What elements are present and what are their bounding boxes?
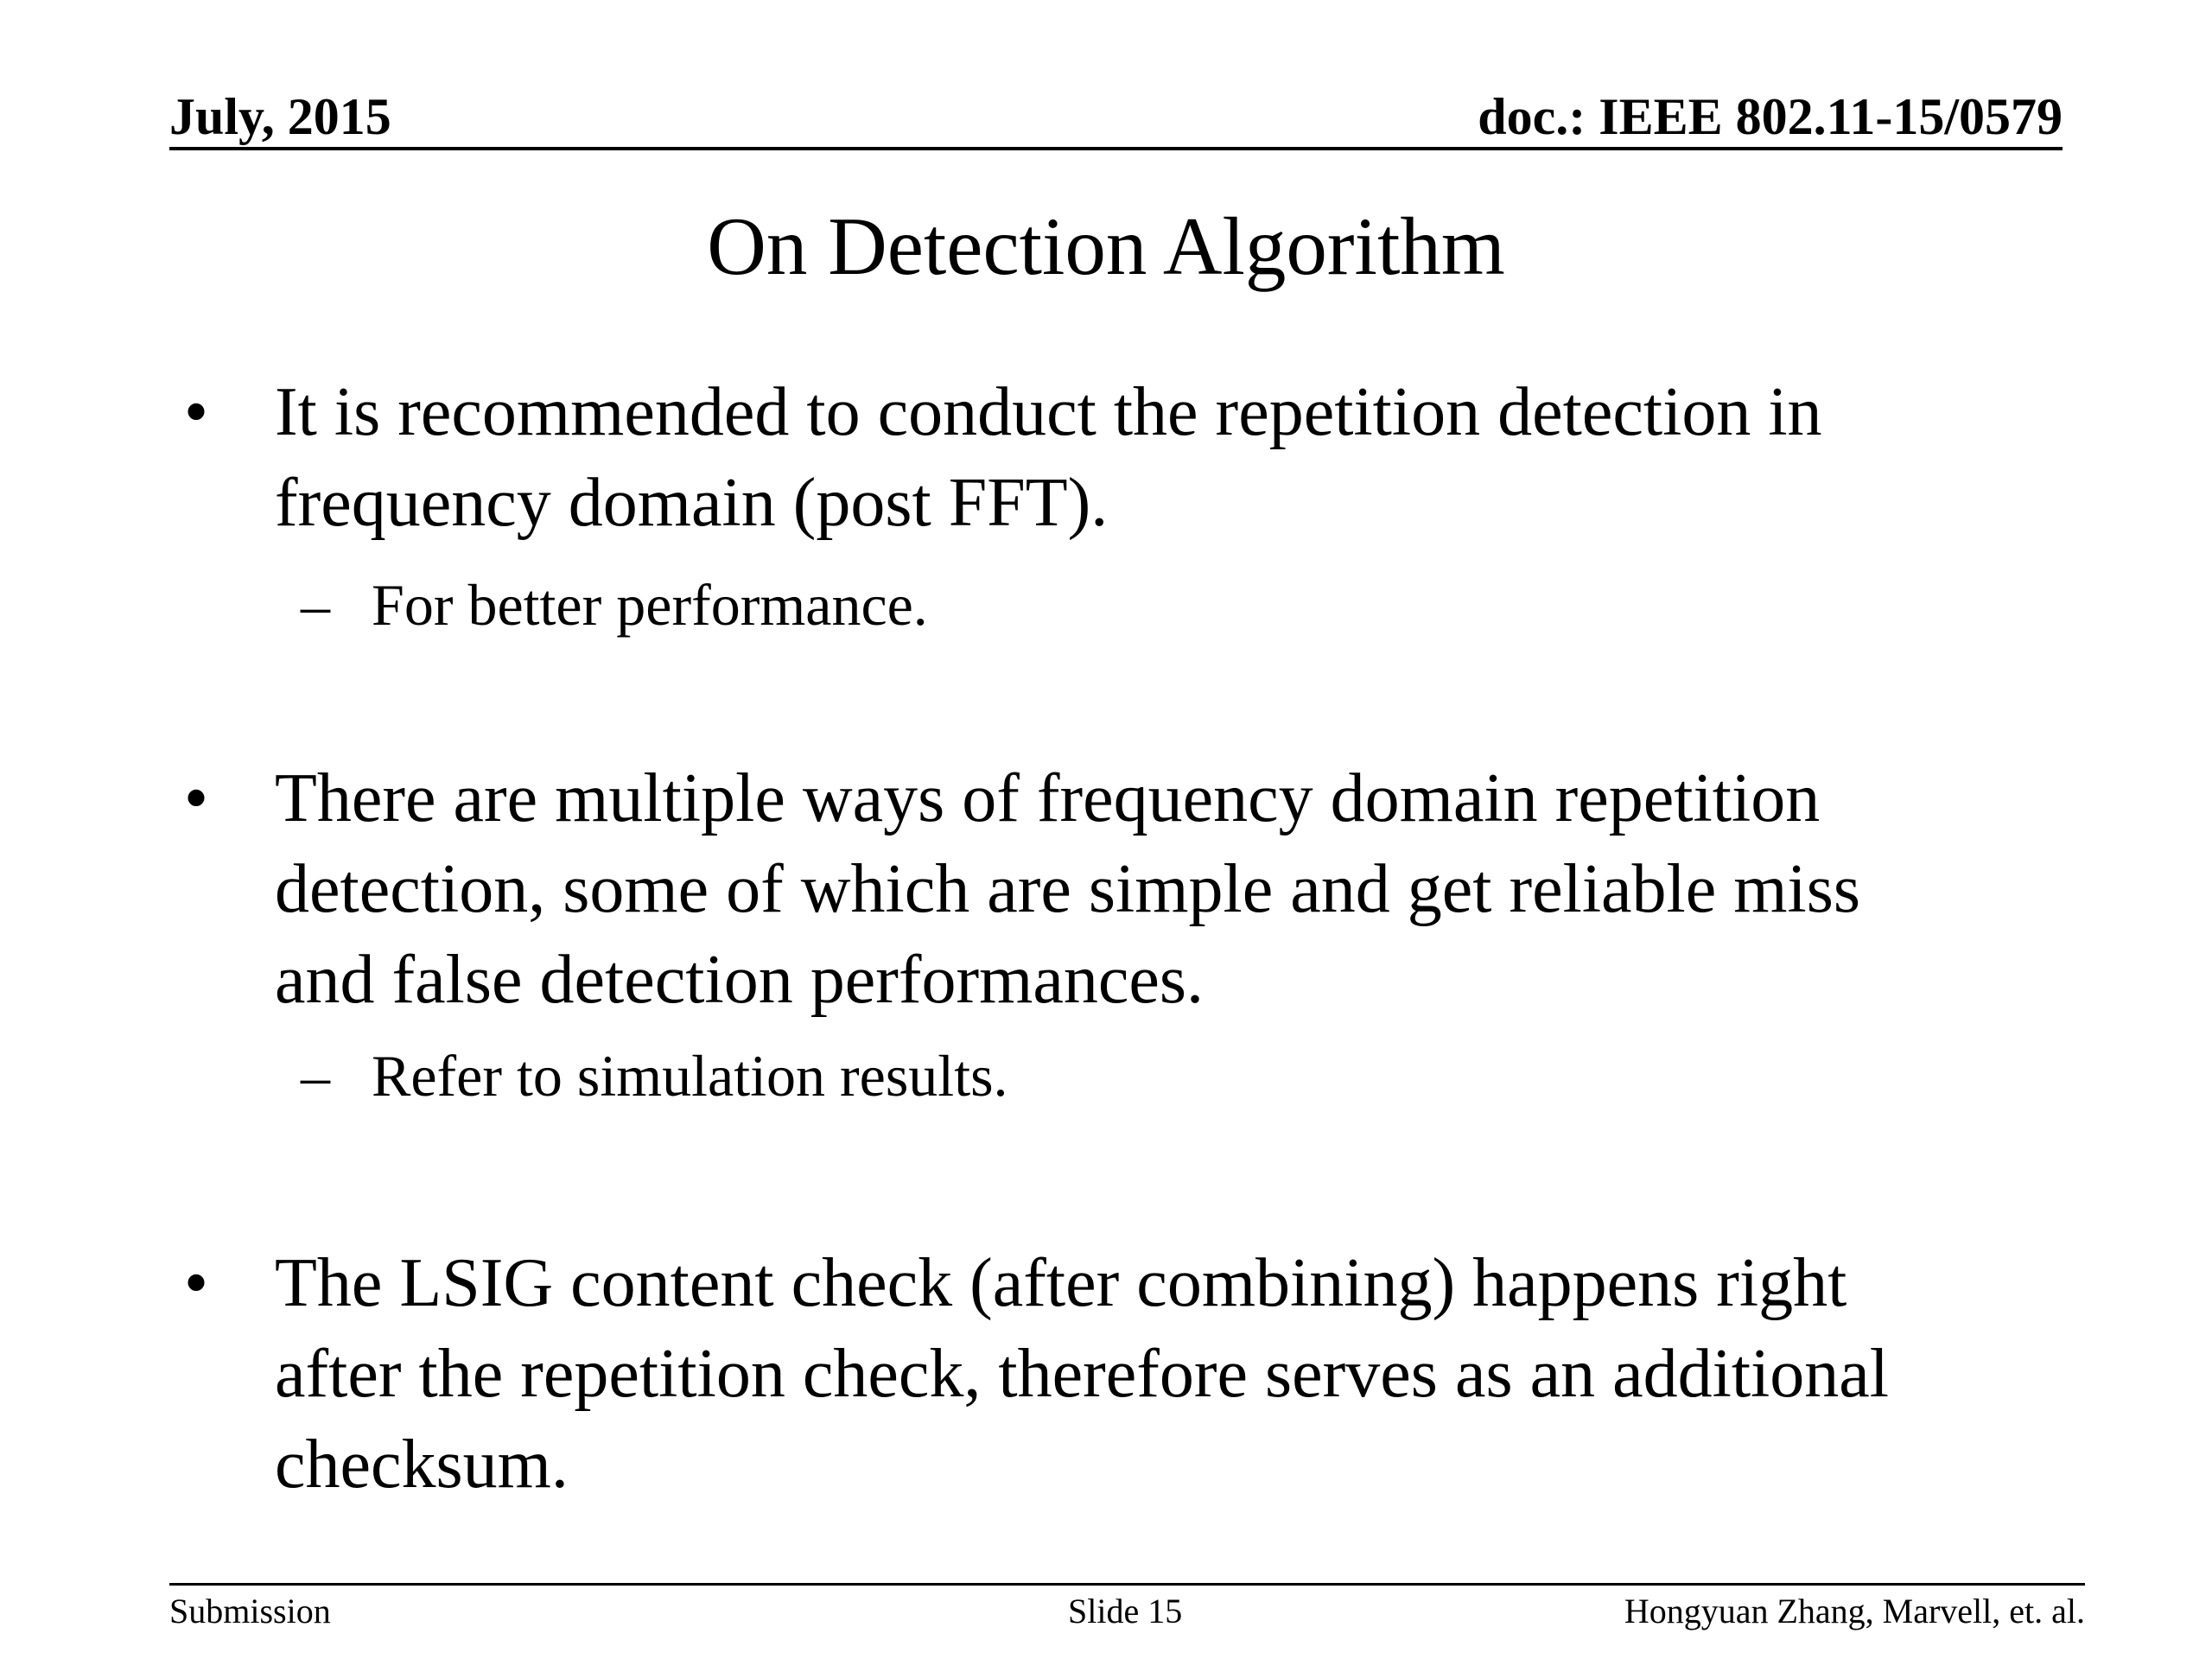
bullet-marker: • [184, 374, 209, 450]
bullet-marker: • [184, 1245, 209, 1321]
footer-submission: Submission [169, 1592, 331, 1630]
bullet-3-line-1: The LSIG content check (after combining) happens right [275, 1245, 1847, 1321]
bullet-2-line-1: There are multiple ways of frequency domain repetition [275, 760, 1821, 836]
bullet-3-line-3: checksum. [275, 1427, 569, 1503]
header-date: July, 2015 [169, 88, 391, 145]
footer-divider [169, 1583, 2085, 1586]
sub-bullet-marker: – [301, 1043, 330, 1109]
footer-author: Hongyuan Zhang, Marvell, et. al. [1624, 1592, 2085, 1630]
bullet-marker: • [184, 760, 209, 836]
bullet-2-line-2: detection, some of which are simple and get reliable miss [275, 851, 1860, 927]
bullet-1-line-2: frequency domain (post FFT). [275, 465, 1109, 541]
header-doc-id: doc.: IEEE 802.11-15/0579 [1478, 88, 2063, 145]
footer-slide-number: Slide 15 [1068, 1592, 1183, 1630]
bullet-2-sub: Refer to simulation results. [372, 1043, 1008, 1109]
bullet-2-line-3: and false detection performances. [275, 942, 1205, 1018]
slide-title: On Detection Algorithm [707, 200, 1505, 292]
sub-bullet-marker: – [301, 572, 330, 638]
header-divider [169, 147, 2063, 150]
bullet-1-line-1: It is recommended to conduct the repetition detection in [275, 374, 1822, 450]
bullet-3-line-2: after the repetition check, therefore serves as an additional [275, 1336, 1890, 1412]
bullet-1-sub: For better performance. [372, 572, 928, 638]
